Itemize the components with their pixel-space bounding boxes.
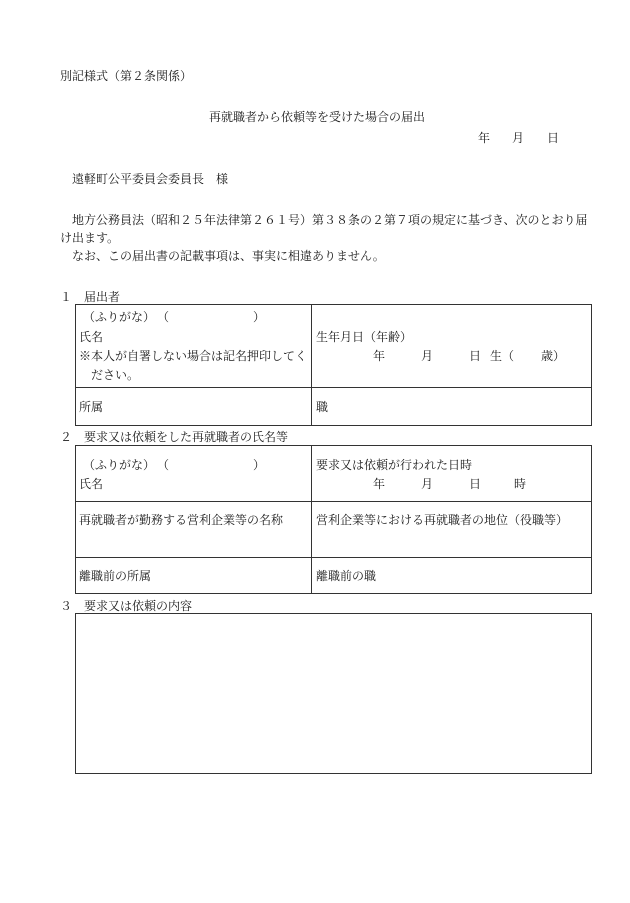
date-year: 年 [478, 131, 491, 145]
section2-heading: ２ 要求又は依頼をした再就職者の氏名等 [60, 430, 289, 444]
reemployed-furigana-label: （ふりがな） [83, 458, 156, 472]
company-name-label: 再就職者が勤務する営利企業等の名称 [79, 513, 284, 527]
notifier-row-divider [76, 387, 591, 388]
date-month: 月 [512, 131, 525, 145]
intro-line-2: け出ます。 [60, 231, 120, 245]
reemployed-column-divider [311, 446, 312, 593]
prev-affiliation-label: 離職前の所属 [79, 569, 152, 583]
notifier-birth-label: 生年月日（年齢） [316, 330, 413, 344]
reemployed-person-table [75, 445, 592, 594]
reemployed-row-divider-2 [76, 557, 591, 558]
request-hour: 時 [514, 477, 527, 491]
notifier-age: 歳） [541, 349, 566, 363]
notifier-furigana-paren-close: ） [253, 310, 266, 324]
section3-heading: ３ 要求又は依頼の内容 [60, 599, 193, 613]
document-title: 再就職者から依頼等を受けた場合の届出 [209, 110, 426, 124]
notifier-birth-born: 生（ [490, 349, 515, 363]
reemployed-name-label: 氏名 [79, 477, 104, 491]
request-month: 月 [421, 477, 434, 491]
reemployed-furigana-paren-open: （ [157, 458, 170, 472]
notifier-furigana-paren-open: （ [157, 310, 170, 324]
request-content-box [75, 613, 592, 774]
notifier-affiliation-label: 所属 [79, 400, 104, 414]
section1-heading: １ 届出者 [60, 290, 121, 304]
form-label: 別記様式（第２条関係） [60, 69, 193, 83]
notifier-furigana-label: （ふりがな） [83, 310, 156, 324]
date-day: 日 [547, 131, 560, 145]
addressee: 遠軽町公平委員会委員長 様 [72, 172, 229, 186]
notifier-table [75, 304, 592, 426]
intro-line-3: なお、この届出書の記載事項は、事実に相違ありません。 [72, 249, 385, 263]
request-day: 日 [469, 477, 482, 491]
notifier-signature-note-1: ※本人が自署しない場合は記名押印してく [79, 349, 308, 363]
notifier-birth-day: 日 [469, 349, 482, 363]
notifier-birth-year: 年 [373, 349, 386, 363]
prev-position-label: 離職前の職 [316, 569, 377, 583]
reemployed-row-divider-1 [76, 501, 591, 502]
notifier-position-label: 職 [316, 400, 329, 414]
notifier-name-label: 氏名 [79, 330, 104, 344]
request-year: 年 [373, 477, 386, 491]
request-datetime-label: 要求又は依頼が行われた日時 [316, 458, 473, 472]
reemployed-furigana-paren-close: ） [253, 458, 266, 472]
notifier-signature-note-2: ださい。 [91, 368, 140, 382]
notifier-birth-month: 月 [421, 349, 434, 363]
intro-line-1: 地方公務員法（昭和２５年法律第２６１号）第３８条の２第７項の規定に基づき、次のとおり届 [72, 213, 588, 227]
notifier-column-divider [311, 305, 312, 425]
company-position-label: 営利企業等における再就職者の地位（役職等） [316, 513, 569, 527]
